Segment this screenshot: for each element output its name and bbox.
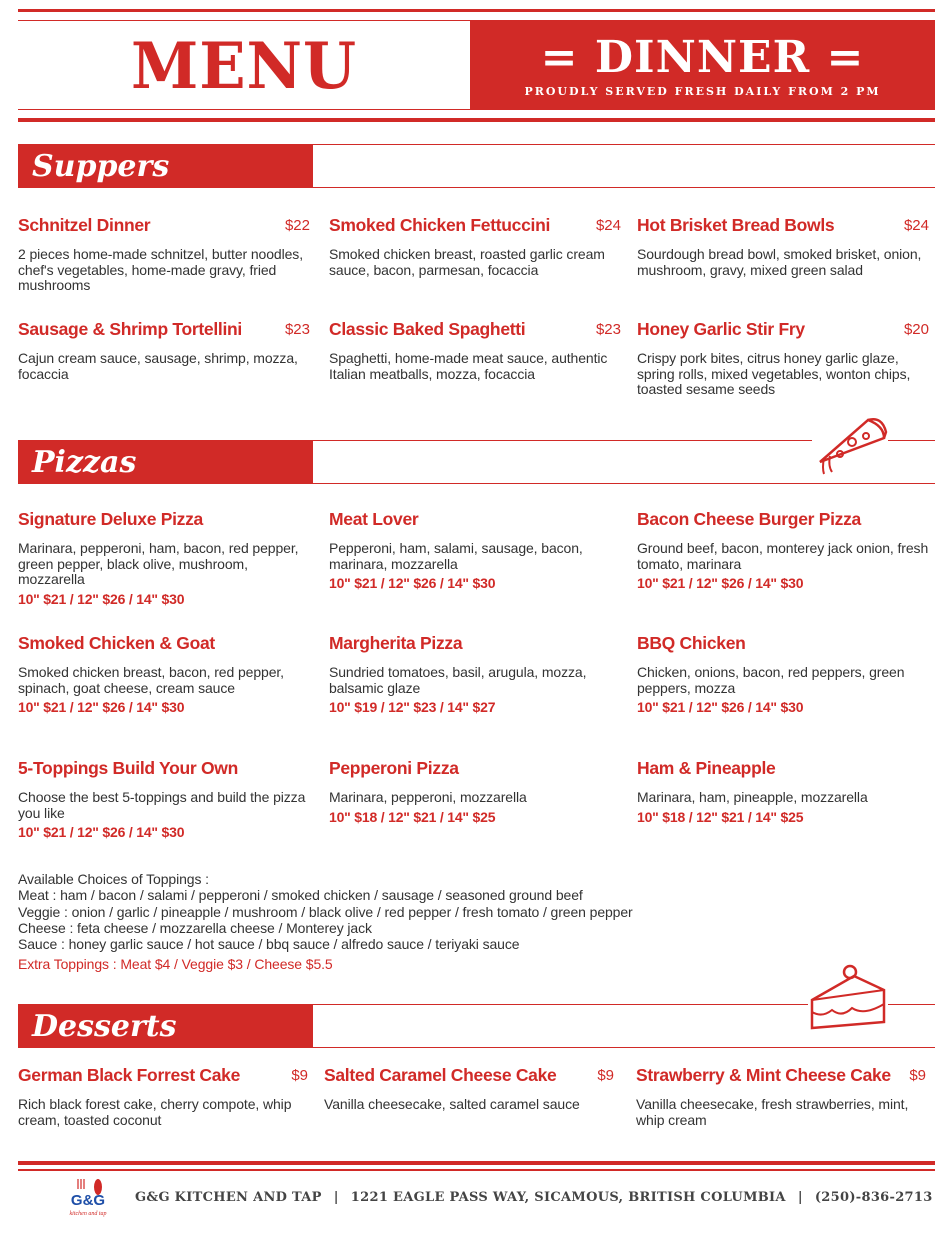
- menu-item: [329, 758, 621, 825]
- cake-slice-icon: [808, 962, 888, 1032]
- section-bar-pizzas: [18, 440, 935, 484]
- item-description: Marinara, pepperoni, ham, bacon, red pepper, green pepper, black olive, mushroom, mozzarella: [18, 540, 299, 587]
- item-price: $9: [597, 1067, 614, 1084]
- item-description: Vanilla cheesecake, salted caramel sauce: [324, 1096, 580, 1112]
- top-rule: [18, 9, 935, 12]
- item-name: Classic Baked Spaghetti: [329, 319, 526, 339]
- menu-item: [18, 319, 310, 382]
- toppings-block: [18, 871, 633, 973]
- item-description: Sourdough bread bowl, smoked brisket, onion, mushroom, gravy, mixed green salad: [637, 246, 922, 278]
- item-price: $9: [291, 1067, 308, 1084]
- item-name: German Black Forrest Cake: [18, 1065, 241, 1085]
- item-description: Smoked chicken breast, roasted garlic cream sauce, bacon, parmesan, focaccia: [329, 246, 605, 278]
- menu-item: [329, 633, 621, 715]
- menu-item: [18, 1065, 308, 1128]
- item-name: Signature Deluxe Pizza: [18, 509, 203, 529]
- item-name: Hot Brisket Bread Bowls: [637, 215, 835, 235]
- header-rule: [18, 118, 935, 122]
- item-name: Schnitzel Dinner: [18, 215, 151, 235]
- section-bar-suppers: [18, 144, 935, 188]
- section-bar-desserts: [18, 1004, 935, 1048]
- footer-name: G&G KITCHEN AND TAP: [135, 1190, 322, 1205]
- item-description: Smoked chicken breast, bacon, red pepper, spinach, goat cheese, cream sauce: [18, 664, 284, 696]
- item-size-prices: 10" $19 / 12" $23 / 14" $27: [329, 699, 496, 715]
- section-title-suppers: Suppers: [18, 145, 313, 187]
- item-description: Marinara, ham, pineapple, mozzarella: [637, 789, 868, 805]
- dinner-title: = DINNER =: [540, 32, 865, 83]
- item-name: 5-Toppings Build Your Own: [18, 758, 238, 778]
- item-price: $20: [903, 321, 929, 338]
- menu-item: [18, 215, 310, 294]
- footer-phone: (250)-836-2713: [814, 1190, 933, 1205]
- item-name: Sausage & Shrimp Tortellini: [18, 319, 242, 339]
- item-price: $23: [284, 321, 310, 338]
- tagline: PROUDLY SERVED FRESH DAILY FROM 2 PM: [524, 85, 881, 98]
- menu-item: [637, 319, 929, 398]
- item-name: Strawberry & Mint Cheese Cake: [636, 1065, 891, 1085]
- menu-title: MENU: [130, 29, 358, 104]
- item-description: Rich black forest cake, cherry compote, whip cream, toasted coconut: [18, 1096, 292, 1128]
- item-price: $22: [284, 217, 310, 234]
- section-title-pizzas: Pizzas: [18, 441, 313, 483]
- item-description: Chicken, onions, bacon, red peppers, green peppers, mozza: [637, 664, 905, 696]
- item-size-prices: 10" $21 / 12" $26 / 14" $30: [18, 590, 185, 607]
- menu-item: [18, 758, 310, 840]
- item-description: Pepperoni, ham, salami, sausage, bacon, marinara, mozzarella: [329, 540, 583, 572]
- menu-item: [637, 509, 929, 591]
- item-description: Cajun cream sauce, sausage, shrimp, mozza, focaccia: [18, 350, 298, 382]
- item-name: Salted Caramel Cheese Cake: [324, 1065, 557, 1085]
- toppings-heading: Available Choices of Toppings :: [18, 871, 209, 887]
- extra-toppings: Extra Toppings : Meat $4 / Veggie $3 / Cheese $5.5: [18, 956, 333, 973]
- menu-item: [329, 509, 621, 591]
- toppings-cheese: Cheese : feta cheese / mozzarella cheese / Monterey jack: [18, 919, 372, 936]
- menu-item: [636, 1065, 926, 1128]
- item-name: Smoked Chicken Fettuccini: [329, 215, 551, 235]
- item-size-prices: 10" $21 / 12" $26 / 14" $30: [637, 699, 804, 715]
- item-size-prices: 10" $21 / 12" $26 / 14" $30: [18, 824, 185, 840]
- item-size-prices: 10" $21 / 12" $26 / 14" $30: [18, 699, 185, 715]
- svg-text:G&G: G&G: [70, 1192, 106, 1209]
- toppings-sauce: Sauce : honey garlic sauce / hot sauce / bbq sauce / alfredo sauce / teriyaki sauce: [18, 936, 520, 953]
- item-name: BBQ Chicken: [637, 633, 746, 653]
- separator: |: [333, 1190, 339, 1205]
- menu-item: [637, 215, 929, 278]
- item-description: Ground beef, bacon, monterey jack onion, fresh tomato, marinara: [637, 540, 929, 572]
- footer-address: 1221 EAGLE PASS WAY, SICAMOUS, BRITISH COLUMBIA: [350, 1190, 786, 1205]
- item-name: Pepperoni Pizza: [329, 758, 459, 778]
- menu-item: [329, 215, 621, 278]
- menu-item: [324, 1065, 614, 1113]
- footer-rule-thin: [18, 1169, 935, 1171]
- footer-rule-thick: [18, 1161, 935, 1165]
- menu-title-box: [18, 20, 470, 110]
- item-name: Honey Garlic Stir Fry: [637, 319, 805, 339]
- separator: |: [797, 1190, 803, 1205]
- section-title-desserts: Desserts: [18, 1005, 313, 1047]
- item-price: $23: [595, 321, 621, 338]
- item-description: Spaghetti, home-made meat sauce, authentic Italian meatballs, mozza, focaccia: [329, 350, 608, 382]
- item-name: Ham & Pineapple: [637, 758, 776, 778]
- pizza-slice-icon: [812, 412, 888, 480]
- item-name: Margherita Pizza: [329, 633, 463, 653]
- item-size-prices: 10" $18 / 12" $21 / 14" $25: [637, 808, 804, 825]
- restaurant-logo: [64, 1177, 114, 1217]
- menu-item: [329, 319, 621, 382]
- item-name: Meat Lover: [329, 509, 419, 529]
- menu-item: [637, 633, 929, 715]
- dinner-banner: [470, 20, 935, 110]
- item-description: Sundried tomatoes, basil, arugula, mozza, balsamic glaze: [329, 664, 587, 696]
- item-description: 2 pieces home-made schnitzel, butter noodles, chef's vegetables, home-made gravy, fried mushrooms: [18, 246, 303, 293]
- item-description: Choose the best 5-toppings and build the pizza you like: [18, 789, 306, 821]
- item-description: Marinara, pepperoni, mozzarella: [329, 789, 527, 805]
- item-name: Bacon Cheese Burger Pizza: [637, 509, 861, 529]
- item-price: $24: [903, 217, 929, 234]
- toppings-meat: Meat : ham / bacon / salami / pepperoni / smoked chicken / sausage / seasoned ground beef: [18, 887, 583, 904]
- menu-item: [637, 758, 929, 825]
- menu-item: [18, 509, 310, 607]
- menu-item: [18, 633, 310, 715]
- item-size-prices: 10" $18 / 12" $21 / 14" $25: [329, 808, 496, 825]
- item-price: $24: [595, 217, 621, 234]
- item-size-prices: 10" $21 / 12" $26 / 14" $30: [329, 575, 496, 591]
- item-description: Vanilla cheesecake, fresh strawberries, mint, whip cream: [636, 1096, 909, 1128]
- item-description: Crispy pork bites, citrus honey garlic glaze, spring rolls, mixed vegetables, wonton chips, toasted sesame seeds: [637, 350, 911, 397]
- item-size-prices: 10" $21 / 12" $26 / 14" $30: [637, 575, 804, 591]
- footer-info: [135, 1190, 933, 1205]
- item-name: Smoked Chicken & Goat: [18, 633, 215, 653]
- item-price: $9: [909, 1067, 926, 1084]
- toppings-veggie: Veggie : onion / garlic / pineapple / mushroom / black olive / red pepper / fresh tomato / green pepper: [18, 903, 633, 920]
- svg-text:kitchen and tap: kitchen and tap: [69, 1211, 107, 1217]
